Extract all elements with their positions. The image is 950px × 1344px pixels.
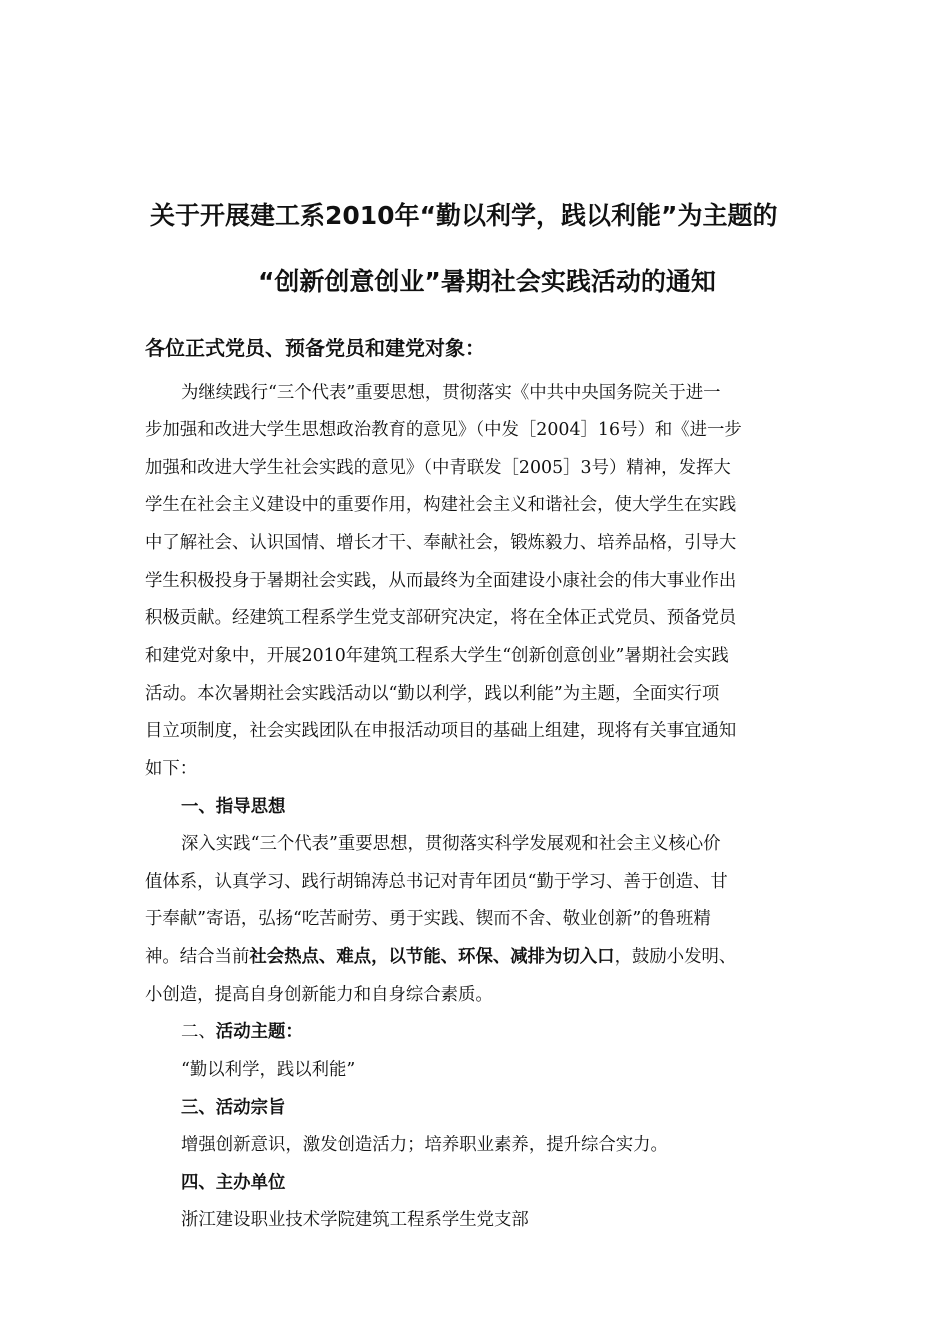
intro-line: 积极贡献。经建筑工程系学生党支部研究决定，将在全体正式党员、预备党员	[145, 608, 737, 628]
section-1-line: 小创造，提高自身创新能力和自身综合素质。	[145, 985, 493, 1005]
section-1-line: 值体系，认真学习、践行胡锦涛总书记对青年团员“勤于学习、善于创造、甘	[145, 872, 728, 892]
section-2-body: “勤以利学，践以利能”	[181, 1060, 356, 1080]
intro-line: 加强和改进大学生社会实践的意见》（中青联发［2005］3号）精神，发挥大	[145, 458, 731, 478]
salutation: 各位正式党员、预备党员和建党对象：	[145, 336, 485, 360]
section-3-body: 增强创新意识，激发创造活力；培养职业素养，提升综合实力。	[181, 1135, 668, 1155]
section-1-line: 深入实践“三个代表”重要思想，贯彻落实科学发展观和社会主义核心价	[181, 834, 721, 854]
intro-line: 如下：	[145, 759, 198, 779]
line-4-suffix: ，鼓励小发明、	[614, 947, 737, 967]
intro-line: 学生在社会主义建设中的重要作用，构建社会主义和谐社会，使大学生在实践	[145, 495, 737, 515]
section-1-line-4	[145, 942, 736, 967]
section-1-line: 于奉献”寄语，弘扬“吃苦耐劳、勇于实践、锲而不舍、敬业创新”的鲁班精	[145, 909, 711, 929]
section-4-heading: 四、主办单位	[181, 1173, 286, 1193]
bold-emphasis: 社会热点、难点，以节能、环保、减排为切入口	[249, 947, 615, 967]
line-4-prefix: 神。结合当前	[145, 947, 250, 967]
intro-line: 活动。本次暑期社会实践活动以“勤以利学，践以利能”为主题，全面实行项	[145, 684, 720, 704]
title-line-2: “创新创意创业”暑期社会实践活动的通知	[258, 267, 716, 296]
section-2-heading	[181, 1017, 303, 1042]
intro-line: 为继续践行“三个代表”重要思想，贯彻落实《中共中央国务院关于进一	[181, 383, 721, 403]
section-3-heading: 三、活动宗旨	[181, 1098, 286, 1118]
section-1-heading: 一、指导思想	[181, 797, 286, 817]
intro-line: 和建党对象中，开展2010年建筑工程系大学生“创新创意创业”暑期社会实践	[145, 646, 729, 666]
intro-line: 步加强和改进大学生思想政治教育的意见》（中发［2004］16号）和《进一步	[145, 420, 742, 440]
section-2-number: 二、	[181, 1022, 216, 1042]
intro-line: 学生积极投身于暑期社会实践，从而最终为全面建设小康社会的伟大事业作出	[145, 571, 737, 591]
title-line-1: 关于开展建工系2010年“勤以利学，践以利能”为主题的	[150, 201, 778, 230]
section-4-body: 浙江建设职业技术学院建筑工程系学生党支部	[181, 1210, 529, 1230]
intro-line: 目立项制度，社会实践团队在申报活动项目的基础上组建，现将有关事宜通知	[145, 721, 737, 741]
section-2-title: 活动主题：	[215, 1022, 303, 1042]
intro-line: 中了解社会、认识国情、增长才干、奉献社会，锻炼毅力、培养品格，引导大	[145, 533, 737, 553]
